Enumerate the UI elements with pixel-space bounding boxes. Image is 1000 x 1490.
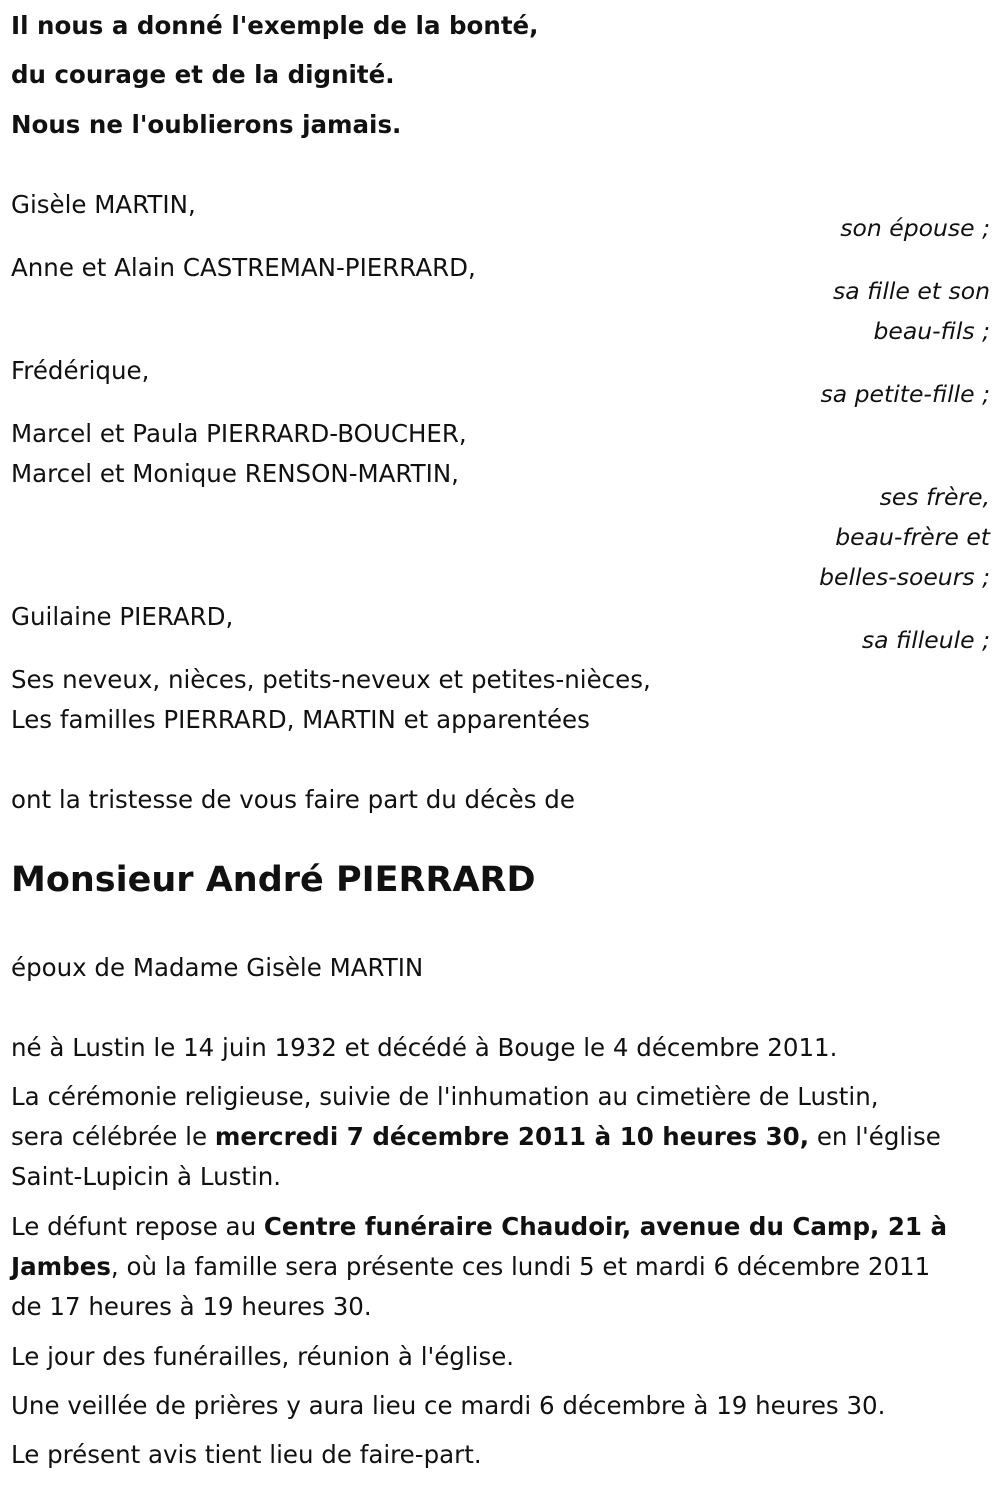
ceremony-line-1: La cérémonie religieuse, suivie de l'inhumation au cimetière de Lustin, — [11, 1082, 879, 1111]
siblings-line-1: Marcel et Paula PIERRARD-BOUCHER, — [11, 419, 467, 448]
announcement: ont la tristesse de vous faire part du décès de — [11, 785, 575, 814]
relatives-line-1: Ses neveux, nièces, petits-neveux et petites-nièces, — [11, 665, 651, 694]
ceremony-line-3: Saint-Lupicin à Lustin. — [11, 1162, 282, 1191]
birth-death: né à Lustin le 14 juin 1932 et décédé à Bouge le 4 décembre 2011. — [11, 1033, 838, 1062]
ceremony-datetime: mercredi 7 décembre 2011 à 10 heures 30, — [214, 1122, 810, 1151]
spouse-role: son épouse ; — [840, 214, 990, 242]
goddaughter-name: Guilaine PIERARD, — [11, 602, 234, 631]
spouse-name: Gisèle MARTIN, — [11, 190, 196, 219]
daughter-role-1: sa fille et son — [833, 277, 990, 305]
notice: Le présent avis tient lieu de faire-part. — [11, 1440, 482, 1469]
siblings-role-2: beau-frère et — [835, 523, 990, 551]
deceased-name: Monsieur André PIERRARD — [11, 860, 536, 900]
tribute-line-1: Il nous a donné l'exemple de la bonté, — [11, 11, 539, 40]
vigil: Une veillée de prières y aura lieu ce mardi 6 décembre à 19 heures 30. — [11, 1391, 886, 1420]
repose-line-1-pre: Le défunt repose au — [11, 1212, 264, 1241]
daughter-names: Anne et Alain CASTREMAN-PIERRARD, — [11, 253, 476, 282]
tribute-line-2: du courage et de la dignité. — [11, 60, 395, 89]
siblings-role-3: belles-soeurs ; — [819, 563, 990, 591]
spouse-of: époux de Madame Gisèle MARTIN — [11, 953, 424, 982]
repose-line-2-post: , où la famille sera présente ces lundi 5 et mardi 6 décembre 2011 — [110, 1252, 931, 1281]
siblings-line-2: Marcel et Monique RENSON-MARTIN, — [11, 459, 459, 488]
tribute-line-3: Nous ne l'oublierons jamais. — [11, 110, 402, 139]
daughter-role-2: beau-fils ; — [873, 317, 990, 345]
ceremony-line-2-pre: sera célébrée le — [11, 1122, 215, 1151]
repose-line-3: de 17 heures à 19 heures 30. — [11, 1292, 372, 1321]
meeting: Le jour des funérailles, réunion à l'église. — [11, 1342, 515, 1371]
ceremony-line-2-post: en l'église — [809, 1122, 941, 1151]
ceremony-line-2 — [11, 1117, 941, 1157]
repose-line-2 — [11, 1247, 930, 1287]
repose-line-1 — [11, 1207, 947, 1247]
repose-town: Jambes — [11, 1252, 111, 1281]
granddaughter-role: sa petite-fille ; — [820, 380, 990, 408]
granddaughter-name: Frédérique, — [11, 356, 150, 385]
siblings-role-1: ses frère, — [879, 483, 990, 511]
repose-location: Centre funéraire Chaudoir, avenue du Camp, 21 à — [263, 1212, 947, 1241]
goddaughter-role: sa filleule ; — [861, 626, 990, 654]
relatives-line-2: Les familles PIERRARD, MARTIN et apparentées — [11, 705, 590, 734]
